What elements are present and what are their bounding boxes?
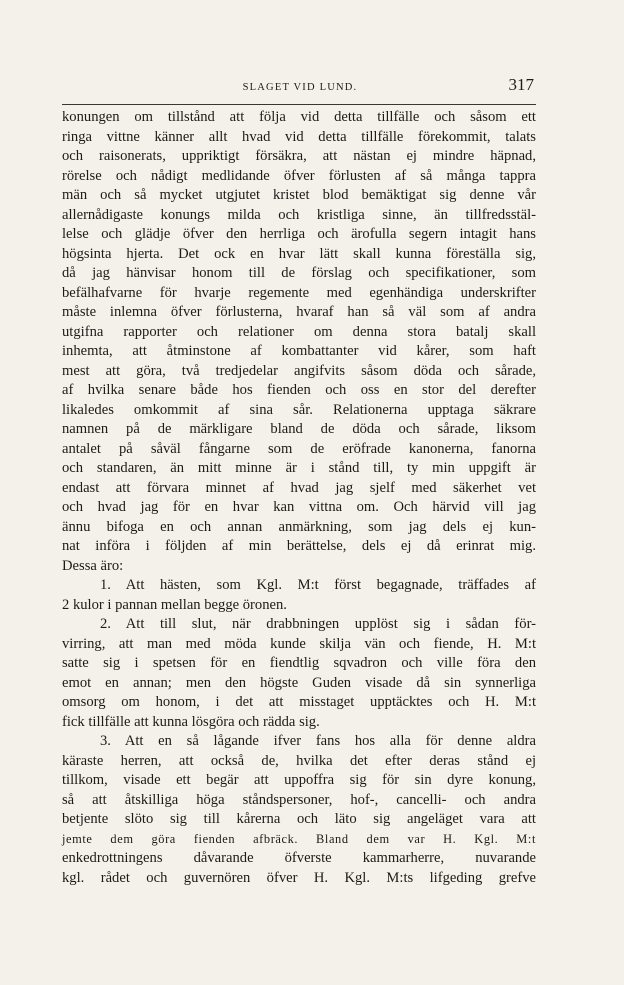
text-line: män och så mycket utgjutet kristet blod bemäktigat sig denne vår: [62, 187, 536, 203]
text-line: 1. Att hästen, som Kgl. M:t först begagnade, träffades af: [100, 577, 536, 593]
text-line: mest att göra, två tredjedelar angifvits såsom döda och sårade,: [62, 362, 536, 379]
text-line: allernådigaste konungs milda och kristliga sinne, än tillfredsstäl-: [62, 206, 536, 223]
text-line: högsinta hjerta. Det ock en hvar lätt skall kunna föreställa sig,: [62, 245, 536, 262]
text-line: och hvad jag för en hvar kan vittna om. Och härvid vill jag: [62, 499, 536, 515]
text-line: emot en annan; men den högste Guden visade då sin synnerliga: [62, 674, 536, 691]
text-line: befälhafvarne för hvarje regemente med egenhändiga underskrifter: [62, 284, 536, 301]
body-text: [62, 108, 536, 888]
text-line: fick tillfälle att kunna lösgöra och rädda sig.: [62, 713, 320, 730]
text-line: af hvilka senare både hos fienden och oss en stor del derefter: [62, 382, 536, 398]
text-line: 2 kulor i pannan mellan begge öronen.: [62, 596, 287, 613]
text-line: Dessa äro:: [62, 557, 124, 574]
text-line: tillkom, visade ett begär att uppoffra sig för sin dyre konung,: [62, 772, 536, 788]
text-line: omsorg om honom, i det att misstaget upptäcktes och H. M:t: [62, 694, 536, 710]
text-line: jemte dem göra fienden afbräck. Bland dem var H. Kgl. M:t: [62, 831, 536, 846]
text-line: 3. Att en så lågande ifver fans hos alla för denne aldra: [100, 733, 536, 749]
text-line: kgl. rådet och guvernören öfver H. Kgl. M:ts lifgeding grefve: [62, 869, 536, 886]
text-line: måste inlemna öfver förlusterna, hvaraf han så väl som af andra: [62, 304, 536, 320]
running-title: SLAGET VID LUND.: [242, 82, 358, 93]
text-line: 2. Att till slut, när drabbningen upplöst sig i sådan för-: [100, 616, 536, 632]
page-number: 317: [508, 75, 534, 94]
text-line: ännu bifoga en och annan anmärkning, som jag dels ej kun-: [62, 518, 536, 535]
text-line: så att åtskilliga höga ståndspersoner, hof-, cancelli- och andra: [62, 791, 536, 808]
text-line: käraste herren, att också de, hvilka det efter deras stånd ej: [62, 752, 536, 769]
text-line: och raisonerats, uppriktigt försäkra, att nästan ej mindre häpnad,: [62, 148, 536, 164]
text-line: enkedrottningens dåvarande öfverste kammarherre, nuvarande: [62, 850, 536, 866]
text-line: lelse och glädje öfver den herrliga och ärofulla segern intagit hans: [62, 226, 536, 242]
text-line: ringa vittne känner allt hvad vid detta tillfälle förekommit, talats: [62, 128, 536, 145]
text-line: och standaren, än mitt minne är i stånd till, ty min uppgift är: [62, 460, 536, 476]
header-rule: [62, 104, 536, 105]
text-line: inhemta, att åtminstone af kombattanter vid kårer, som haft: [62, 343, 536, 359]
text-line: likaledes omkommit af sina sår. Relationerna upptaga säkrare: [62, 401, 536, 418]
text-line: konungen om tillstånd att följa vid detta tillfälle och såsom ett: [62, 109, 536, 125]
text-line: virring, att man med möda kunde skilja vän och fiende, H. M:t: [62, 635, 536, 652]
text-line: antalet på såväl fångarne som de eröfrade kanonerna, fanorna: [62, 440, 536, 457]
text-line: namnen på de märkligare bland de döda och sårade, liksom: [62, 421, 536, 437]
text-line: betjente slöto sig till kårerna och läto sig angeläget vara att: [62, 811, 536, 827]
page-header: [60, 74, 540, 102]
text-line: rörelse och nådigt medlidande öfver förlusten af så många tappra: [62, 167, 536, 184]
text-line: endast att förvara minnet af hvad jag sjelf med säkerhet vet: [62, 479, 536, 496]
text-line: satte sig i spetsen för en fiendtlig sqvadron och ville föra den: [62, 655, 536, 671]
text-line: då jag hänvisar honom till de förslag och specifikationer, som: [62, 265, 536, 281]
text-line: nat införa i följden af min berättelse, dels ej då erinrat mig.: [62, 538, 536, 554]
text-line: utgifna rapporter och relationer om denna stora batalj skall: [62, 323, 536, 340]
